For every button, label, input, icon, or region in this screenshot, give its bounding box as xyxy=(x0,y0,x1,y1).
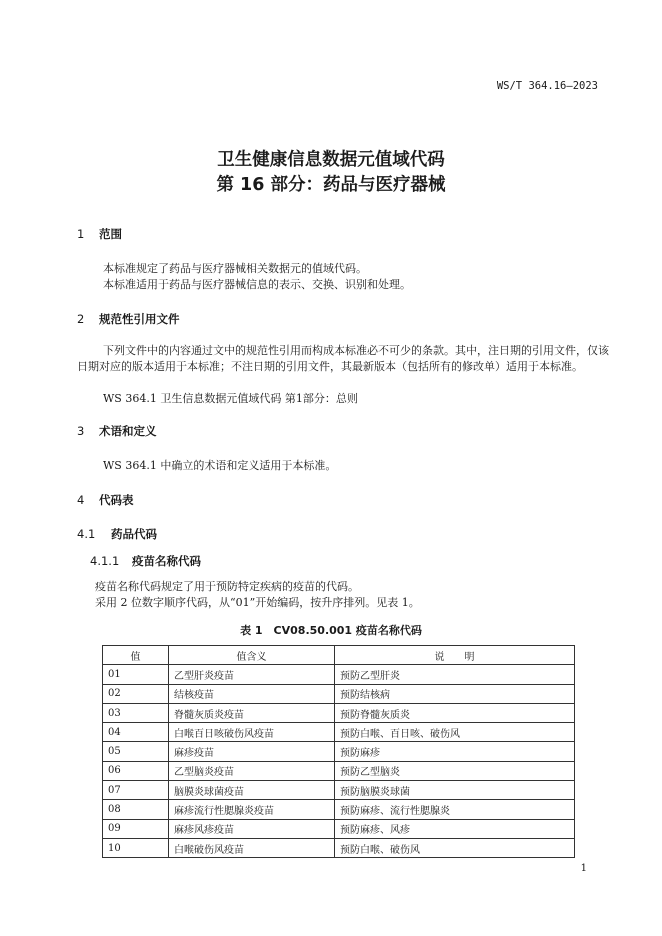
table-row xyxy=(103,703,575,722)
table-row xyxy=(103,684,575,703)
cell-value: 10 xyxy=(103,838,169,857)
table-row xyxy=(103,781,575,800)
scope-paragraph-2: 本标准适用于药品与医疗器械信息的表示、交换、识别和处理。 xyxy=(103,278,411,291)
cell-description: 预防白喉、破伤风 xyxy=(335,838,575,857)
section-number: 4.1 xyxy=(77,527,96,541)
cell-description: 预防乙型脑炎 xyxy=(335,761,575,780)
cell-description: 预防麻疹、风疹 xyxy=(335,819,575,838)
cell-meaning: 麻疹风疹疫苗 xyxy=(169,819,335,838)
cell-value: 02 xyxy=(103,684,169,703)
section-title: 术语和定义 xyxy=(99,424,157,438)
section-number: 1 xyxy=(77,227,85,241)
section-number: 4 xyxy=(77,493,85,507)
table-row xyxy=(103,800,575,819)
header-value: 值 xyxy=(103,646,169,665)
table-row xyxy=(103,838,575,857)
table-row xyxy=(103,665,575,684)
cell-description: 预防麻疹 xyxy=(335,742,575,761)
reference-item: WS 364.1 卫生信息数据元值域代码 第1部分：总则 xyxy=(103,392,358,405)
document-subtitle: 第 16 部分：药品与医疗器械 xyxy=(216,175,446,195)
section-2-heading xyxy=(77,311,180,327)
cell-value: 09 xyxy=(103,819,169,838)
cell-description: 预防脊髓灰质炎 xyxy=(335,703,575,722)
section-4-1-heading xyxy=(77,526,157,542)
section-title: 范围 xyxy=(99,227,123,241)
cell-meaning: 乙型肝炎疫苗 xyxy=(169,665,335,684)
cell-value: 07 xyxy=(103,781,169,800)
section-number: 3 xyxy=(77,424,85,438)
table-row xyxy=(103,723,575,742)
header-meaning: 值含义 xyxy=(169,646,335,665)
page-number: 1 xyxy=(580,863,587,874)
cell-description: 预防脑膜炎球菌 xyxy=(335,781,575,800)
scope-paragraph-1: 本标准规定了药品与医疗器械相关数据元的值域代码。 xyxy=(103,262,367,275)
standard-code: WS/T 364.16—2023 xyxy=(496,80,598,92)
cell-value: 06 xyxy=(103,761,169,780)
section-4-heading xyxy=(77,492,134,508)
cell-meaning: 结核疫苗 xyxy=(169,684,335,703)
table-row xyxy=(103,761,575,780)
cell-meaning: 脑膜炎球菌疫苗 xyxy=(169,781,335,800)
cell-description: 预防乙型肝炎 xyxy=(335,665,575,684)
section-title: 药品代码 xyxy=(111,527,158,541)
table-caption: 表 1 CV08.50.001 疫苗名称代码 xyxy=(240,624,422,637)
section-number: 4.1.1 xyxy=(90,554,120,568)
cell-meaning: 白喉破伤风疫苗 xyxy=(169,838,335,857)
section-number: 2 xyxy=(77,312,85,326)
terms-paragraph: WS 364.1 中确立的术语和定义适用于本标准。 xyxy=(103,459,337,472)
cell-meaning: 麻疹流行性腮腺炎疫苗 xyxy=(169,800,335,819)
section-title: 疫苗名称代码 xyxy=(132,554,202,568)
section-3-heading xyxy=(77,423,157,439)
vaccine-code-table xyxy=(102,645,575,858)
references-paragraph: 下列文件中的内容通过文中的规范性引用而构成本标准必不可少的条款。其中，注日期的引用文件，仅该日期对应的版本适用于本标准；不注日期的引用文件，其最新版本（包括所有的修改单）适用于本标准。 xyxy=(77,344,609,373)
cell-meaning: 白喉百日咳破伤风疫苗 xyxy=(169,723,335,742)
section-4-1-1-heading xyxy=(90,553,201,569)
section-1-heading xyxy=(77,226,122,242)
header-description: 说 明 xyxy=(335,646,575,665)
cell-value: 03 xyxy=(103,703,169,722)
vaccine-paragraph-2: 采用 2 位数字顺序代码，从“01”开始编码，按升序排列。见表 1。 xyxy=(95,596,420,609)
table-row xyxy=(103,819,575,838)
vaccine-paragraph-1: 疫苗名称代码规定了用于预防特定疾病的疫苗的代码。 xyxy=(95,580,359,593)
table-row xyxy=(103,742,575,761)
section-title: 规范性引用文件 xyxy=(99,312,180,326)
document-title: 卫生健康信息数据元值域代码 xyxy=(217,150,445,170)
cell-description: 预防白喉、百日咳、破伤风 xyxy=(335,723,575,742)
cell-description: 预防麻疹、流行性腮腺炎 xyxy=(335,800,575,819)
cell-value: 08 xyxy=(103,800,169,819)
cell-description: 预防结核病 xyxy=(335,684,575,703)
cell-value: 01 xyxy=(103,665,169,684)
cell-value: 05 xyxy=(103,742,169,761)
cell-meaning: 乙型脑炎疫苗 xyxy=(169,761,335,780)
cell-meaning: 麻疹疫苗 xyxy=(169,742,335,761)
cell-meaning: 脊髓灰质炎疫苗 xyxy=(169,703,335,722)
cell-value: 04 xyxy=(103,723,169,742)
section-title: 代码表 xyxy=(99,493,134,507)
table-header-row xyxy=(103,646,575,665)
